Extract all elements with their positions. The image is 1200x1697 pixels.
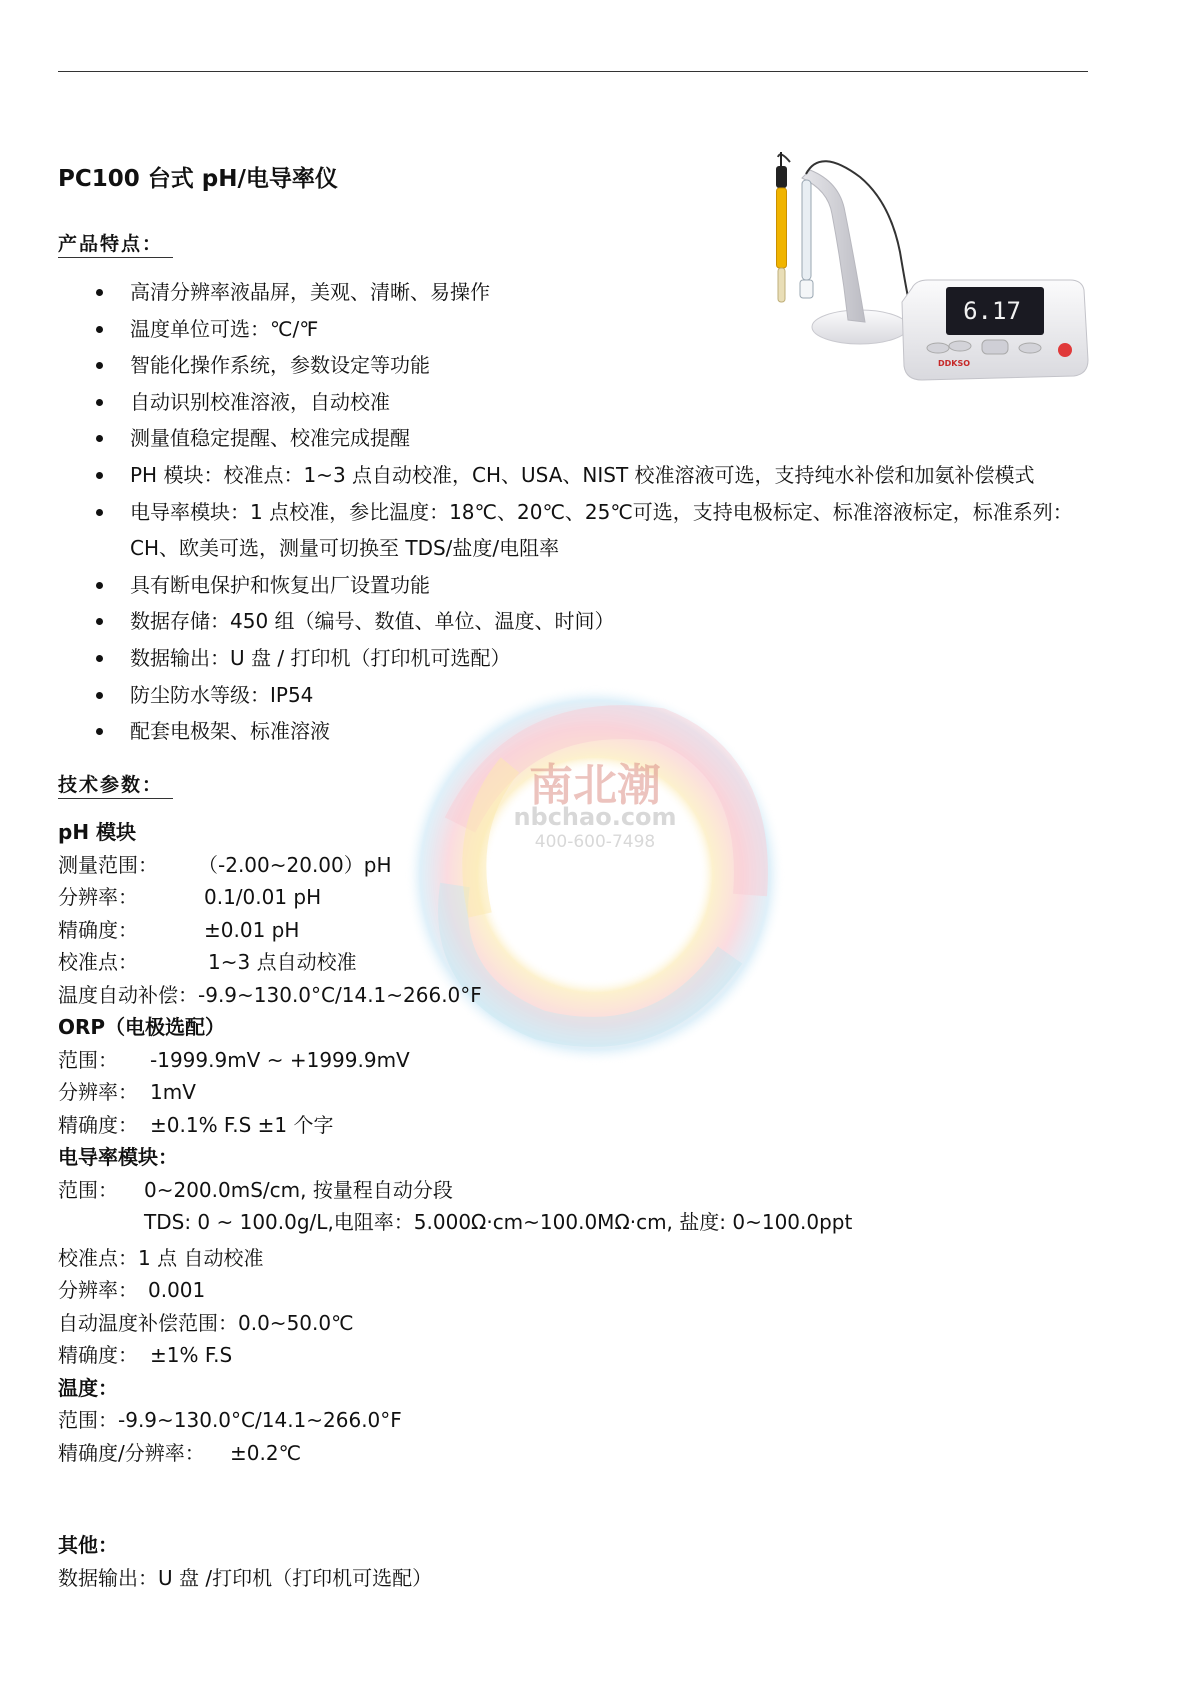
screen-reading: 6.17	[963, 297, 1021, 325]
feature-item: 电导率模块：1 点校准，参比温度：18℃、20℃、25℃可选，支持电极标定、标准溶液标定，标准系列： CH、欧美可选，测量可切换至 TDS/盐度/电阻率	[58, 494, 1138, 567]
feature-item: 测量值稳定提醒、校准完成提醒	[58, 420, 1138, 457]
feature-item: 智能化操作系统，参数设定等功能	[58, 347, 1138, 384]
ph-calibration-row: 校准点： 1~3 点自动校准	[58, 950, 357, 974]
bullet-icon	[96, 582, 103, 589]
cond-range-row-2: TDS: 0 ~ 100.0g/L,电阻率：5.000Ω·cm~100.0MΩ·cm, 盐度: 0~100.0ppt	[144, 1210, 853, 1234]
power-button	[1058, 343, 1072, 357]
orp-heading: ORP（电极选配）	[58, 1015, 226, 1039]
bullet-icon	[96, 618, 103, 625]
bullet-icon	[96, 289, 103, 296]
other-output-row: 数据输出：U 盘 /打印机（打印机可选配）	[58, 1565, 433, 1590]
params-heading: 技术参数：	[58, 770, 173, 799]
temp-accuracy-row: 精确度/分辨率： ±0.2℃	[58, 1440, 302, 1465]
bullet-icon	[96, 399, 103, 406]
meter-button	[1019, 343, 1041, 353]
bullet-icon	[96, 472, 103, 479]
technical-parameters	[58, 816, 1058, 1594]
top-rule	[58, 71, 1088, 72]
cond-accuracy-row: 精确度： ±1% F.S	[58, 1343, 233, 1367]
watermark-brand: 南北潮	[529, 760, 661, 811]
ph-heading: pH 模块	[58, 820, 137, 844]
other-heading: 其他：	[58, 1533, 118, 1557]
feature-item: 高清分辨率液晶屏，美观、清晰、易操作	[58, 274, 1138, 311]
cond-resolution-row: 分辨率： 0.001	[58, 1278, 206, 1302]
ph-accuracy-row: 精确度： ±0.01 pH	[58, 917, 300, 942]
spacer	[58, 1469, 1058, 1529]
feature-item: 数据存储：450 组（编号、数值、单位、温度、时间）	[58, 603, 1138, 640]
feature-item: 温度单位可选：℃/℉	[58, 311, 1138, 348]
temp-range-row: 范围：-9.9~130.0°C/14.1~266.0°F	[58, 1408, 402, 1432]
bullet-icon	[96, 362, 103, 369]
watermark-phone: 400-600-7498	[534, 832, 656, 852]
feature-item: 具有断电保护和恢复出厂设置功能	[58, 567, 1138, 604]
bullet-icon	[96, 728, 103, 735]
meter-button	[949, 341, 971, 351]
cond-calibration-row: 校准点：1 点 自动校准	[58, 1245, 264, 1270]
feature-item: PH 模块：校准点：1~3 点自动校准，CH、USA、NIST 校准溶液可选，支持纯水补偿和加氨补偿模式	[58, 457, 1138, 494]
orp-accuracy-row: 精确度： ±0.1% F.S ±1 个字	[58, 1112, 334, 1137]
conductivity-electrode	[802, 180, 811, 280]
bullet-icon	[96, 435, 103, 442]
bullet-icon	[96, 655, 103, 662]
feature-item: 防尘防水等级：IP54	[58, 677, 1138, 714]
watermark-site: nbchao.com	[513, 803, 677, 831]
product-photo	[750, 152, 1090, 424]
ph-atc-row: 温度自动补偿：-9.9~130.0°C/14.1~266.0°F	[58, 982, 482, 1007]
orp-range-row: 范围： -1999.9mV ~ +1999.9mV	[58, 1047, 410, 1072]
ph-electrode-cap	[776, 166, 787, 188]
bullet-icon	[96, 326, 103, 333]
feature-item-continuation: CH、欧美可选，测量可切换至 TDS/盐度/电阻率	[130, 536, 560, 561]
feature-item: 配套电极架、标准溶液	[58, 713, 1138, 750]
ph-resolution-row: 分辨率： 0.1/0.01 pH	[58, 885, 322, 909]
bullet-icon	[96, 692, 103, 699]
cond-atc-row: 自动温度补偿范围：0.0~50.0℃	[58, 1310, 354, 1335]
brand-logo: DDKSO	[938, 359, 971, 368]
feature-item: 自动识别校准溶液，自动校准	[58, 384, 1138, 421]
product-title: PC100 台式 pH/电导率仪	[58, 166, 338, 192]
orp-resolution-row: 分辨率： 1mV	[58, 1080, 196, 1104]
bullet-icon	[96, 509, 103, 516]
conductivity-heading: 电导率模块：	[58, 1145, 178, 1169]
feature-item: 数据输出：U 盘 / 打印机（打印机可选配）	[58, 640, 1138, 677]
temperature-heading: 温度：	[58, 1375, 118, 1400]
meter-dpad	[982, 340, 1008, 354]
meter-button	[927, 343, 949, 353]
ph-electrode	[777, 188, 787, 268]
cond-range-row: 范围： 0~200.0mS/cm, 按量程自动分段	[58, 1177, 453, 1202]
ph-range-row: 测量范围： （-2.00~20.00）pH	[58, 852, 392, 877]
features-heading: 产品特点：	[58, 229, 173, 258]
